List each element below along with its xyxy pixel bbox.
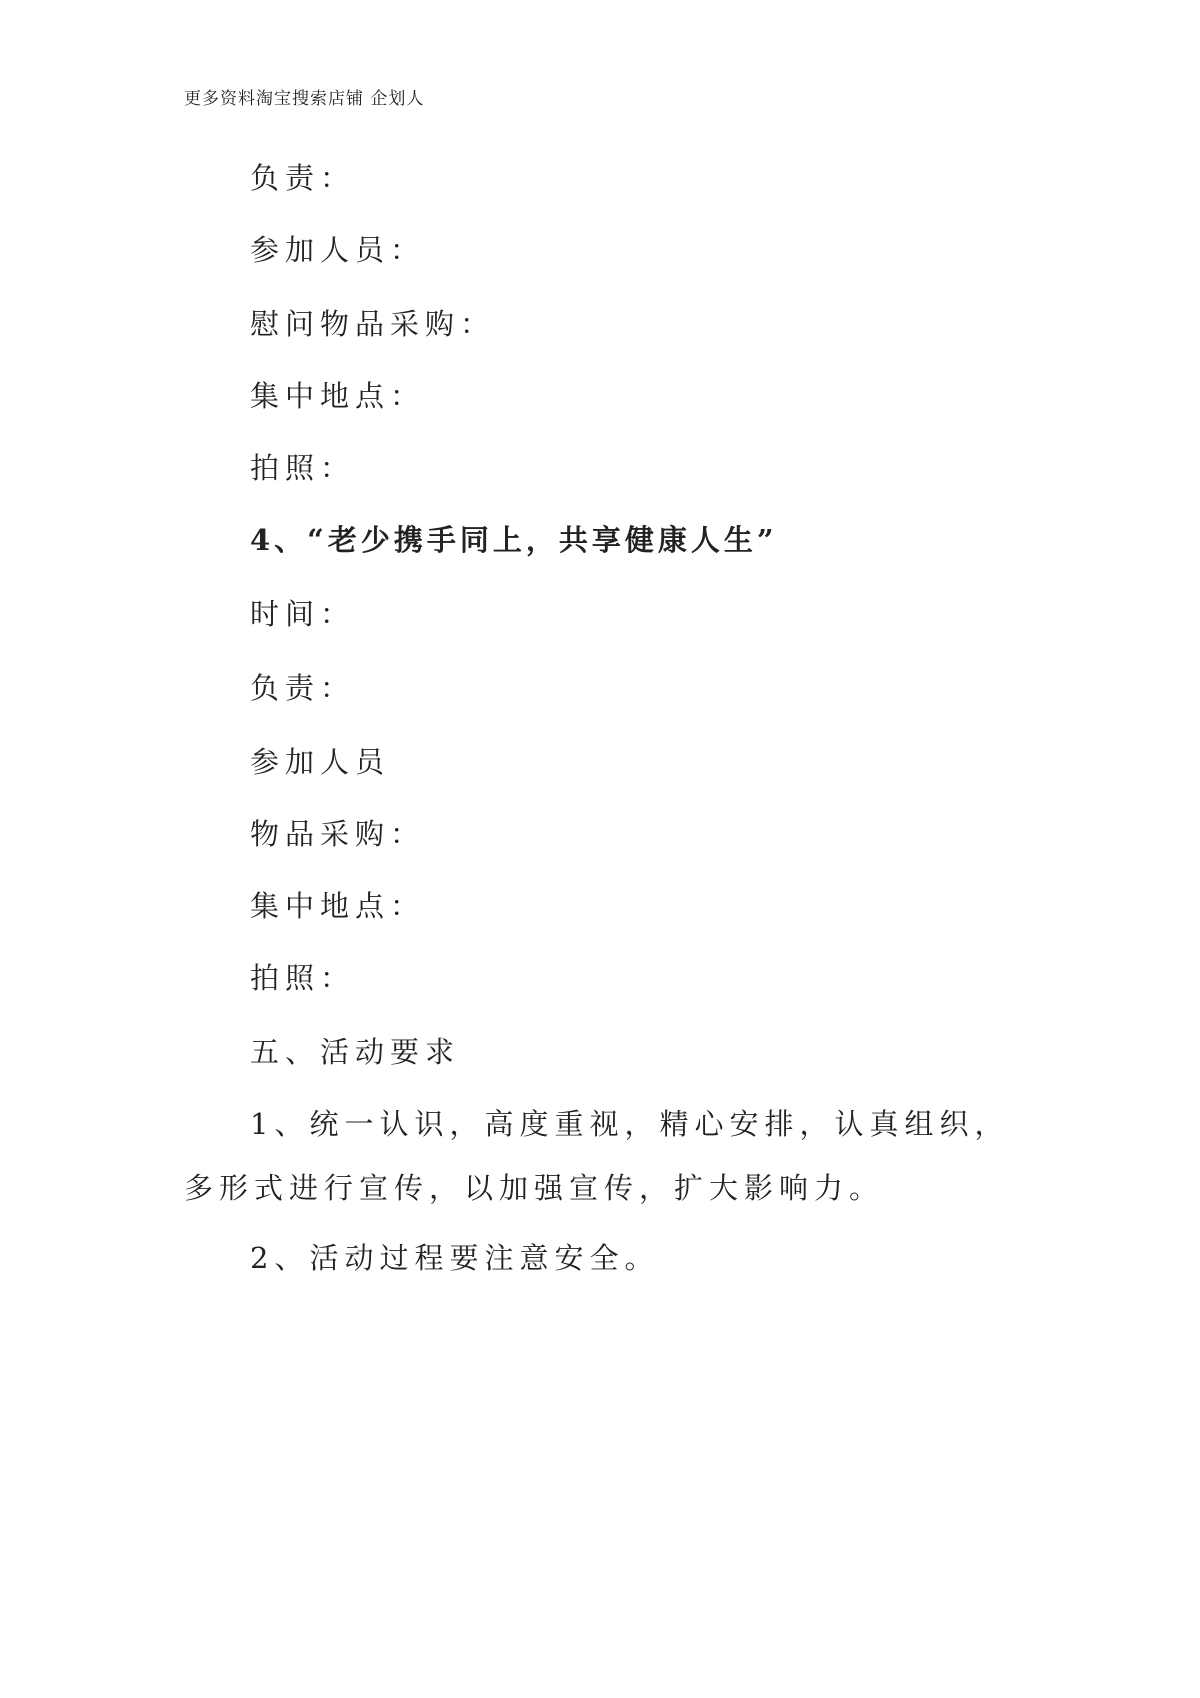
field-gathering-place: 集中地点： xyxy=(250,379,426,413)
section-5-title: 五、活动要求 xyxy=(250,1035,461,1069)
page-header: 更多资料淘宝搜索店铺 企划人 xyxy=(184,89,425,109)
section-5-item-1: 1、统一认识，高度重视，精心安排，认真组织，多形式进行宣传，以加强宣传，扩大影响力。 xyxy=(184,1107,1010,1205)
section-4-responsible: 负责： xyxy=(250,671,356,705)
section-4-gathering-place: 集中地点： xyxy=(250,889,426,923)
section-4-title: 4、“老少携手同上，共享健康人生” xyxy=(250,523,778,557)
section-4-purchase: 物品采购： xyxy=(250,817,426,851)
field-condolence-purchase: 慰问物品采购： xyxy=(250,307,496,341)
section-5-item-2: 2、活动过程要注意安全。 xyxy=(250,1241,660,1275)
section-4-time: 时间： xyxy=(250,597,356,631)
field-participants: 参加人员： xyxy=(250,233,426,267)
section-4-participants: 参加人员 xyxy=(250,745,391,779)
field-responsible: 负责： xyxy=(250,161,356,195)
field-photography: 拍照： xyxy=(250,451,356,485)
section-4-photography: 拍照： xyxy=(250,961,356,995)
